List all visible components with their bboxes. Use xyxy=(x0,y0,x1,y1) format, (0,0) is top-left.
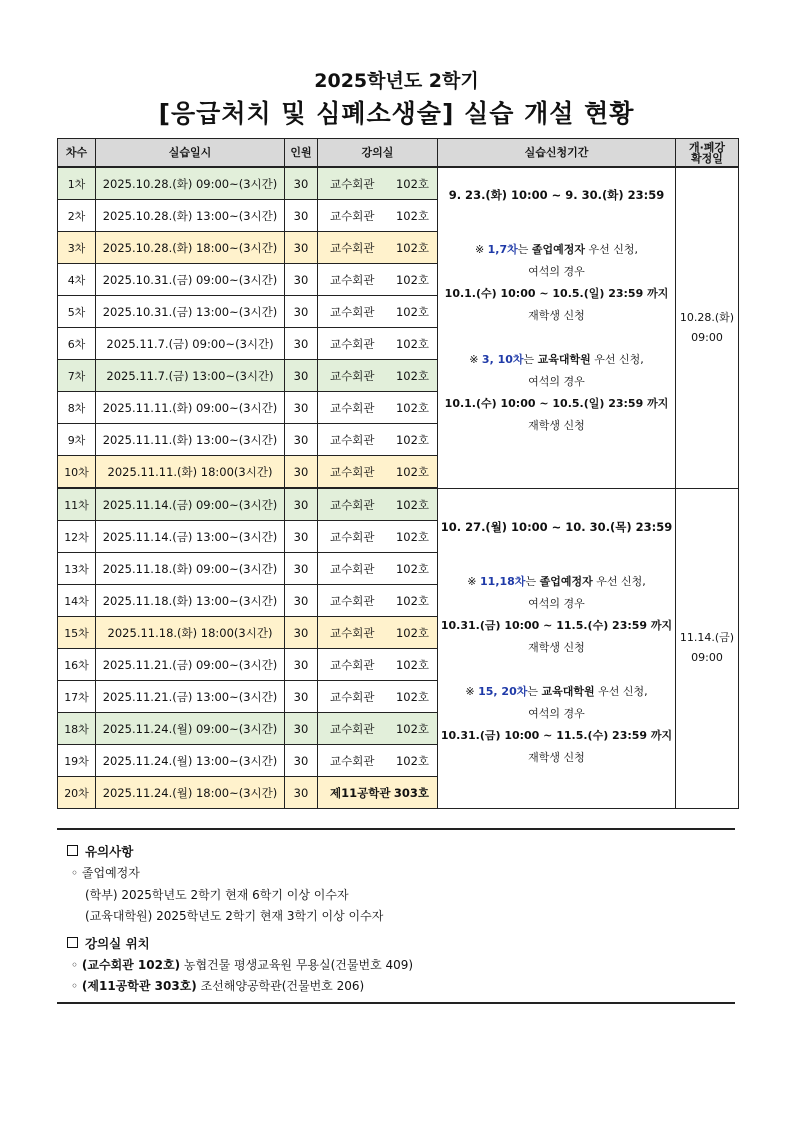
room-cell: 교수회관 102호 xyxy=(318,617,438,649)
room-cell: 교수회관 102호 xyxy=(318,553,438,585)
room-cell: 교수회관 102호 xyxy=(318,296,438,328)
capacity-cell: 30 xyxy=(285,360,318,392)
round-cell: 4차 xyxy=(58,264,96,296)
round-cell: 13차 xyxy=(58,553,96,585)
date-cell: 2025.11.21.(금) 09:00~(3시간) xyxy=(96,649,285,681)
round-cell: 19차 xyxy=(58,745,96,777)
round-cell: 17차 xyxy=(58,681,96,713)
round-cell: 18차 xyxy=(58,713,96,745)
round-cell: 16차 xyxy=(58,649,96,681)
room-cell: 교수회관 102호 xyxy=(318,488,438,521)
round-cell: 14차 xyxy=(58,585,96,617)
capacity-cell: 30 xyxy=(285,553,318,585)
table-row xyxy=(58,167,739,200)
date-cell: 2025.11.18.(화) 13:00~(3시간) xyxy=(96,585,285,617)
round-cell: 11차 xyxy=(58,488,96,521)
round-cell: 3차 xyxy=(58,232,96,264)
round-cell: 20차 xyxy=(58,777,96,809)
capacity-cell: 30 xyxy=(285,392,318,424)
remaining-apply-period: 10.31.(금) 10:00 ~ 11.5.(수) 23:59 까지 xyxy=(440,728,673,742)
room-cell: 교수회관 102호 xyxy=(318,264,438,296)
round-cell: 12차 xyxy=(58,521,96,553)
header-capacity: 인원 xyxy=(285,139,318,168)
location-1: ◦ (교수회관 102호) 농협건물 평생교육원 무용실(건물번호 409) xyxy=(71,958,414,972)
room-cell: 교수회관 102호 xyxy=(318,521,438,553)
capacity-cell: 30 xyxy=(285,681,318,713)
room-cell: 교수회관 102호 xyxy=(318,649,438,681)
date-cell: 2025.10.31.(금) 13:00~(3시간) xyxy=(96,296,285,328)
round-cell: 5차 xyxy=(58,296,96,328)
room-cell: 교수회관 102호 xyxy=(318,424,438,456)
capacity-cell: 30 xyxy=(285,488,318,521)
remaining-seats-label: 여석의 경우 xyxy=(528,706,585,720)
header-room: 강의실 xyxy=(318,139,438,168)
date-cell: 2025.11.24.(월) 18:00~(3시간) xyxy=(96,777,285,809)
room-cell: 교수회관 102호 xyxy=(318,167,438,200)
room-cell: 교수회관 102호 xyxy=(318,681,438,713)
checkbox-icon xyxy=(67,845,78,856)
round-cell: 8차 xyxy=(58,392,96,424)
schedule-table xyxy=(57,138,739,809)
primary-apply-period: 10. 27.(월) 10:00 ~ 10. 30.(목) 23:59 xyxy=(440,519,673,534)
date-cell: 2025.10.28.(화) 13:00~(3시간) xyxy=(96,200,285,232)
round-cell: 9차 xyxy=(58,424,96,456)
apply-period-block xyxy=(438,489,675,809)
date-cell: 2025.11.24.(월) 09:00~(3시간) xyxy=(96,713,285,745)
student-apply-label: 재학생 신청 xyxy=(528,419,585,432)
round-cell: 10차 xyxy=(58,456,96,489)
gradschool-criteria: (교육대학원) 2025학년도 2학기 현재 3학기 이상 이수자 xyxy=(85,909,384,923)
table-row xyxy=(58,488,739,521)
primary-apply-period: 9. 23.(화) 10:00 ~ 9. 30.(화) 23:59 xyxy=(448,188,665,202)
date-cell: 2025.11.18.(화) 09:00~(3시간) xyxy=(96,553,285,585)
capacity-cell: 30 xyxy=(285,167,318,200)
student-apply-label: 재학생 신청 xyxy=(528,750,585,764)
capacity-cell: 30 xyxy=(285,777,318,809)
date-cell: 2025.11.11.(화) 09:00~(3시간) xyxy=(96,392,285,424)
remaining-seats-label: 여석의 경우 xyxy=(528,375,585,388)
capacity-cell: 30 xyxy=(285,264,318,296)
date-cell: 2025.11.11.(화) 13:00~(3시간) xyxy=(96,424,285,456)
room-cell: 교수회관 102호 xyxy=(318,745,438,777)
room-cell: 교수회관 102호 xyxy=(318,456,438,489)
capacity-cell: 30 xyxy=(285,296,318,328)
caution-heading: 유의사항 xyxy=(67,842,133,860)
room-cell: 교수회관 102호 xyxy=(318,392,438,424)
date-cell: 2025.11.7.(금) 09:00~(3시간) xyxy=(96,328,285,360)
header-round: 차수 xyxy=(58,139,96,168)
header-date: 실습일시 xyxy=(96,139,285,168)
room-cell: 교수회관 102호 xyxy=(318,360,438,392)
remaining-seats-label: 여석의 경우 xyxy=(528,596,585,610)
header-apply: 실습신청기간 xyxy=(438,139,676,168)
capacity-cell: 30 xyxy=(285,232,318,264)
date-cell: 2025.11.7.(금) 13:00~(3시간) xyxy=(96,360,285,392)
confirm-date-cell: 10.28.(화) 09:00 xyxy=(676,167,739,488)
capacity-cell: 30 xyxy=(285,617,318,649)
round-cell: 1차 xyxy=(58,167,96,200)
confirm-date-cell: 11.14.(금) 09:00 xyxy=(676,488,739,809)
round-cell: 7차 xyxy=(58,360,96,392)
capacity-cell: 30 xyxy=(285,521,318,553)
title-main: [응급처치 및 심폐소생술] 실습 개설 현황 xyxy=(158,99,635,128)
date-cell: 2025.11.11.(화) 18:00(3시간) xyxy=(96,456,285,489)
remaining-apply-period: 10.1.(수) 10:00 ~ 10.5.(일) 23:59 까지 xyxy=(444,287,669,300)
date-cell: 2025.11.14.(금) 13:00~(3시간) xyxy=(96,521,285,553)
round-cell: 2차 xyxy=(58,200,96,232)
table-header-row xyxy=(58,139,739,168)
remaining-seats-label: 여석의 경우 xyxy=(528,265,585,278)
room-cell: 교수회관 102호 xyxy=(318,585,438,617)
capacity-cell: 30 xyxy=(285,424,318,456)
capacity-cell: 30 xyxy=(285,456,318,489)
apply-period-cell xyxy=(438,488,676,809)
date-cell: 2025.11.14.(금) 09:00~(3시간) xyxy=(96,488,285,521)
room-cell: 제11공학관 303호 xyxy=(318,777,438,809)
header-confirm: 개·폐강 확정일 xyxy=(676,139,739,168)
notes-section xyxy=(57,828,735,1004)
room-cell: 교수회관 102호 xyxy=(318,232,438,264)
capacity-cell: 30 xyxy=(285,200,318,232)
student-apply-label: 재학생 신청 xyxy=(528,309,585,322)
round-cell: 6차 xyxy=(58,328,96,360)
date-cell: 2025.10.28.(화) 18:00~(3시간) xyxy=(96,232,285,264)
remaining-apply-period: 10.31.(금) 10:00 ~ 11.5.(수) 23:59 까지 xyxy=(440,618,673,632)
priority-note-2: ※ 3, 10차는 교육대학원 우선 신청, xyxy=(469,353,644,366)
date-cell: 2025.11.21.(금) 13:00~(3시간) xyxy=(96,681,285,713)
capacity-cell: 30 xyxy=(285,713,318,745)
location-heading: 강의실 위치 xyxy=(67,934,150,952)
capacity-cell: 30 xyxy=(285,328,318,360)
capacity-cell: 30 xyxy=(285,745,318,777)
checkbox-icon xyxy=(67,937,78,948)
room-cell: 교수회관 102호 xyxy=(318,713,438,745)
priority-note-1: ※ 11,18차는 졸업예정자 우선 신청, xyxy=(467,574,646,588)
date-cell: 2025.11.18.(화) 18:00(3시간) xyxy=(96,617,285,649)
undergrad-criteria: (학부) 2025학년도 2학기 현재 6학기 이상 이수자 xyxy=(85,888,349,902)
student-apply-label: 재학생 신청 xyxy=(528,640,585,654)
apply-period-cell xyxy=(438,167,676,488)
grad-label: ◦ 졸업예정자 xyxy=(71,866,140,880)
title-year: 2025학년도 2학기 xyxy=(314,70,479,92)
remaining-apply-period: 10.1.(수) 10:00 ~ 10.5.(일) 23:59 까지 xyxy=(444,397,669,410)
capacity-cell: 30 xyxy=(285,649,318,681)
date-cell: 2025.10.28.(화) 09:00~(3시간) xyxy=(96,167,285,200)
priority-note-1: ※ 1,7차는 졸업예정자 우선 신청, xyxy=(474,243,639,256)
priority-note-2: ※ 15, 20차는 교육대학원 우선 신청, xyxy=(465,684,648,698)
room-cell: 교수회관 102호 xyxy=(318,328,438,360)
room-cell: 교수회관 102호 xyxy=(318,200,438,232)
capacity-cell: 30 xyxy=(285,585,318,617)
date-cell: 2025.10.31.(금) 09:00~(3시간) xyxy=(96,264,285,296)
round-cell: 15차 xyxy=(58,617,96,649)
location-2: ◦ (제11공학관 303호) 조선해양공학관(건물번호 206) xyxy=(71,979,365,993)
apply-period-block xyxy=(438,168,675,488)
date-cell: 2025.11.24.(월) 13:00~(3시간) xyxy=(96,745,285,777)
